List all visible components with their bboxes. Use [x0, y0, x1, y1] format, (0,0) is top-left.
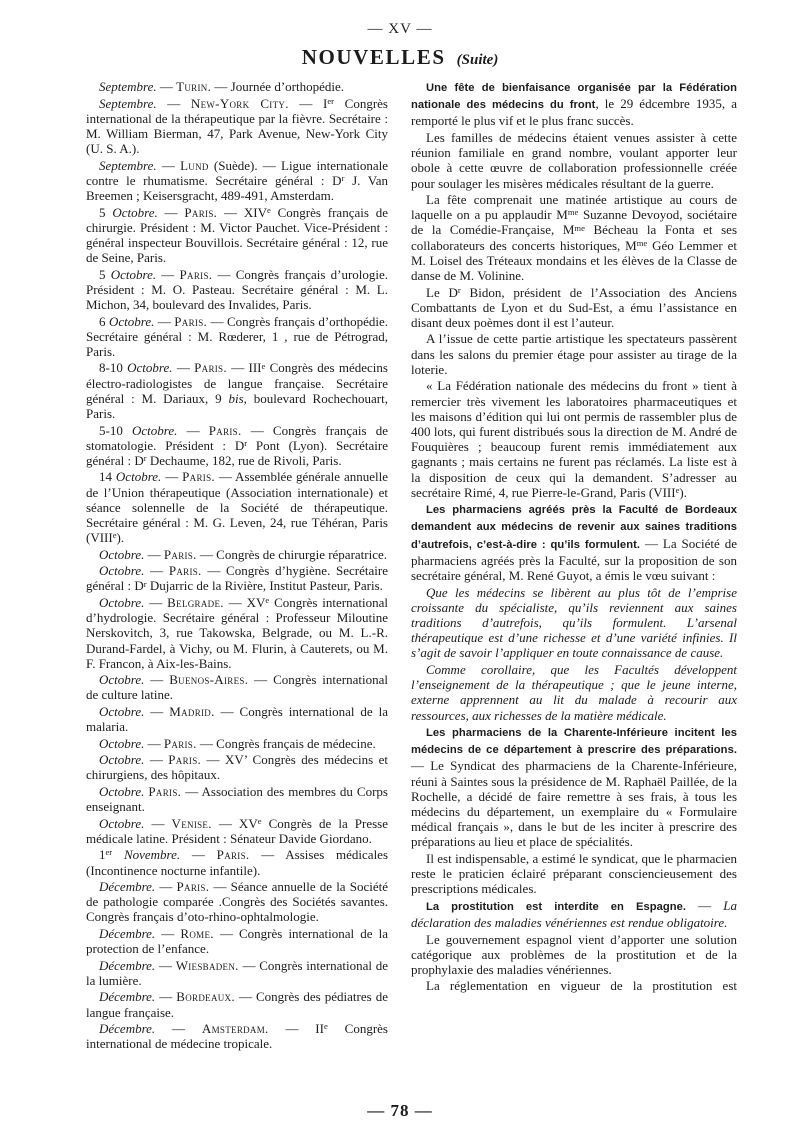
- text-run: —: [161, 469, 183, 485]
- text-run: —: [156, 266, 180, 282]
- italic-text: Octobre.: [110, 266, 157, 282]
- right-column: [411, 79, 737, 995]
- italic-text: Novembre.: [123, 847, 181, 863]
- news-paragraph: [411, 378, 737, 500]
- news-paragraph: [411, 898, 737, 930]
- agenda-entry: [86, 736, 388, 751]
- place-name: Paris.: [163, 735, 197, 751]
- text-run: —: [157, 204, 185, 220]
- agenda-entry: [86, 1021, 388, 1051]
- agenda-entry: [86, 784, 388, 814]
- agenda-entry: [86, 423, 388, 469]
- place-name: Paris.: [179, 266, 213, 282]
- text-run: ).: [679, 484, 687, 500]
- text-run: Congrès international de médecine tropicale.: [86, 1021, 388, 1052]
- text-run: Congrès international de la thérapeutique par la fièvre. Secrétaire : M. William Bierman, 47, Park Avenue, New-York City (U. S. A.).: [86, 95, 388, 157]
- text-run: —: [144, 594, 168, 610]
- text-run: —: [686, 897, 724, 913]
- text-run: —: [180, 847, 217, 863]
- headline: Les pharmaciens de la Charente-Inférieure incitent les médecins de ce département à prescrire des préparations.: [411, 727, 737, 757]
- place-name: Paris.: [168, 563, 202, 579]
- text-run: — XIV: [217, 204, 267, 220]
- agenda-entry: [86, 314, 388, 360]
- text-run: — Le Syndicat des pharmaciens de la Charente-Inférieure, réuni à Saintes sous la présidence de M. Raphaël Paillée, de la Rochelle, a décidé de faire remettre à ses frais, à tous les médecins du département, un exemplaire du « Formulaire médical français », dans le but de les inciter à prescrire des préparations au lieu et place de spécialités.: [411, 758, 737, 850]
- italic-text: Octobre.: [99, 672, 145, 688]
- italic-text: Décembre.: [99, 879, 156, 894]
- text-run: —: [155, 925, 181, 941]
- agenda-entry: [86, 469, 388, 545]
- superscript: e: [675, 484, 680, 495]
- agenda-entry: [86, 205, 388, 266]
- text-run: — XV: [211, 815, 258, 831]
- text-run: — Congrès international de la lumière.: [86, 957, 388, 988]
- text-run: Géo Lemmer et M. Loisel des Tréteaux mondains et les élèves de la Classe de danse de M. Volinine.: [411, 237, 737, 284]
- text-run: — Congrès français d’orthopédie. Secrétaire général : M. Rœderer, 1 , rue de Pétrograd, Paris.: [86, 313, 389, 359]
- text-run: « La Fédération nationale des médecins du front » tient à remercier très vivement les laboratoires pharmaceutiques et les maisons d’édition qui lui ont permis de rassembler plus de 400 lots, qui furent distribués sous la direction de M. André de Fouquières ; beaucoup furent remis immédiatement aux gagnants ; mais certains ne furent pas réclamés. La liste est à la disposition de ceux qui la demandent. S’adresser au secrétaire Rimé, 4, rue Pierre-le-Grand, Paris (VIII: [411, 378, 737, 500]
- place-name: Venise.: [171, 815, 212, 831]
- text-run: —: [156, 79, 177, 94]
- italic-text: Octobre.: [127, 360, 173, 376]
- news-paragraph: [411, 978, 737, 993]
- text-run: (Suède). — Ligue internationale contre le rhumatisme. Secrétaire général : D: [86, 157, 388, 188]
- news-paragraph: [411, 285, 737, 331]
- place-name: Belgrade.: [167, 594, 224, 610]
- place-name: Paris.: [182, 469, 215, 485]
- text-run: —: [144, 752, 169, 768]
- section-page-numeral: — XV —: [367, 21, 433, 37]
- agenda-entry: [86, 96, 388, 157]
- text-run: — La Société de pharmaciens agréés près la Faculté, sur la proposition de son secrétaire général, M. René Guyot, a émis le vœu suivant :: [411, 535, 737, 584]
- text-run: 14: [99, 469, 116, 485]
- place-name: Paris.: [174, 313, 208, 329]
- italic-text: Décembre.: [99, 989, 156, 1005]
- text-run: , boulevard Rochechouart, Paris.: [86, 390, 388, 422]
- place-name: Wiesbaden.: [175, 957, 239, 973]
- agenda-entry: [86, 847, 388, 877]
- text-run: —: [177, 422, 209, 438]
- italic-text: Comme corollaire, que les Facultés développent l’enseignement de la thérapeutique ; que le jeune interne, externe apprennent au lit du malade à recourir aux ressources, aux richesses de la matière médicale.: [411, 661, 737, 723]
- italic-text: Octobre.: [108, 313, 155, 329]
- text-run: —: [144, 815, 172, 831]
- text-run: Le gouvernement espagnol vient d’apporter une solution catégorique aux problèmes de la prostitution et de la prophylaxie des maladies vénériennes.: [411, 931, 737, 977]
- text-run: — Association des membres du Corps enseignant.: [86, 783, 388, 815]
- superscript: e: [261, 360, 266, 371]
- news-paragraph: [411, 79, 737, 129]
- news-paragraph: [411, 585, 737, 661]
- italic-text: bis: [228, 390, 244, 406]
- text-run: [112, 847, 124, 862]
- superscript: e: [112, 530, 117, 541]
- text-run: —: [144, 735, 164, 751]
- text-run: Bécheau la Fonta et ses collaborateurs des concerts historiques, M: [411, 222, 738, 253]
- place-name: Paris.: [176, 879, 210, 894]
- place-name: New-York City.: [190, 95, 289, 111]
- headline: La prostitution est interdite en Espagne.: [426, 900, 687, 913]
- news-paragraph: [411, 501, 737, 583]
- text-run: — XV: [223, 594, 266, 610]
- text-run: —: [144, 563, 169, 579]
- agenda-entry: [86, 79, 388, 94]
- text-run: 1: [99, 847, 106, 863]
- text-run: Suzanne Devoyod, sociétaire de la Comédie-Française, M: [411, 207, 737, 238]
- text-run: Congrès international d’hydrologie. Secrétaire général : Professeur Miloutine Nerskovitch, 3, rue Takowska, Belgrade, ou M. L.-R. Durand-Fardel, à Vichy, ou M. Flurin, à Cauterets, ou M. F. Francon, à Aix-les-Bains.: [86, 594, 389, 671]
- text-run: — Congrès international de la protection de l’enfance.: [86, 925, 388, 957]
- agenda-entry: [86, 704, 388, 734]
- place-name: Turin.: [176, 79, 212, 94]
- italic-text: Décembre.: [99, 1021, 156, 1037]
- text-run: Congrès de la Presse médicale latine. Président : Sénateur Davide Giordano.: [86, 815, 389, 846]
- italic-text: Décembre.: [99, 957, 156, 973]
- place-name: Paris.: [194, 360, 227, 376]
- italic-text: Octobre.: [99, 546, 145, 562]
- italic-text: Octobre.: [99, 752, 145, 768]
- text-run: —: [155, 957, 176, 973]
- place-name: Paris.: [208, 422, 242, 438]
- agenda-entry: [86, 563, 388, 593]
- italic-text: Octobre.: [99, 594, 145, 610]
- text-run: — Congrès français d’urologie. Président : M. O. Pasteau. Secrétaire général : M. L. Michon, 34, boulevard des Invalides, Paris.: [86, 266, 389, 313]
- text-run: —: [156, 157, 181, 173]
- headline: Une fête de bienfaisance organisée par la Fédération nationale des médecins du front: [411, 82, 737, 112]
- text-run: J. Van Breemen ; Keisersgracht, 489-491, Amsterdam.: [86, 172, 388, 204]
- news-paragraph: [411, 932, 737, 978]
- text-run: La fête comprenait une matinée artistique au cours de laquelle on a pu applaudir M: [411, 192, 737, 223]
- section-title-text: NOUVELLES: [301, 45, 446, 69]
- italic-text: Septembre.: [99, 79, 157, 94]
- text-run: Pont (Lyon). Secrétaire général : D: [86, 437, 388, 468]
- superscript: e: [323, 1021, 328, 1032]
- place-name: Buenos-Aires.: [169, 672, 249, 688]
- text-run: 8-10: [99, 360, 128, 376]
- text-run: — Séance annuelle de la Société de pathologie comparée .Congrès des Sociétés savantes. Congrès français d’oto-rhino-ophtalmologie.: [86, 879, 388, 925]
- agenda-entry: [86, 158, 388, 204]
- superscript: me: [567, 207, 579, 218]
- text-run: — Congrès international de la malaria.: [86, 703, 389, 735]
- text-run: A l’issue de cette partie artistique les spectateurs passèrent dans les salons du premier étage pour assister au tirage de la loterie.: [411, 331, 737, 377]
- italic-text: Octobre.: [99, 703, 145, 719]
- text-run: Il est indispensable, a estimé le syndicat, que le pharmacien reste le praticien éclairé préparant consciencieusement des prescriptions médicales.: [411, 850, 737, 897]
- news-paragraph: [411, 331, 737, 377]
- agenda-entry: [86, 752, 388, 782]
- agenda-entry: [86, 672, 388, 702]
- italic-text: Septembre.: [99, 157, 157, 173]
- text-run: , le 29 édcembre 1935, a remporté le plus vif et le plus franc succès.: [411, 96, 737, 129]
- superscript: e: [266, 204, 271, 215]
- agenda-entry: [86, 816, 388, 846]
- text-run: —: [156, 95, 191, 111]
- superscript: r: [143, 578, 147, 589]
- text-run: —: [172, 360, 195, 376]
- agenda-entry: [86, 958, 388, 988]
- text-run: —: [155, 879, 177, 894]
- place-name: Lund: [180, 157, 209, 173]
- italic-text: Octobre.: [99, 815, 145, 831]
- text-run: — Congrès des pédiatres de langue française.: [86, 989, 388, 1020]
- text-run: —: [144, 703, 170, 719]
- headline: Les pharmaciens agréés près la Faculté de Bordeaux demandent aux médecins de revenir aux saines traditions d’autrefois, c’est-à-dire : qu’ils formulent.: [411, 504, 737, 551]
- text-run: 6: [99, 313, 109, 329]
- italic-text: Octobre.: [99, 563, 145, 579]
- place-name: Madrid.: [169, 703, 215, 719]
- text-run: — Assemblée générale annuelle de l’Union thérapeutique (Association internationale) et séance solennelle de la Société de thérapeutique. Secrétaire général : M. G. Leven, 24, rue Téhéran, Paris (VIII: [86, 469, 388, 546]
- place-name: Paris.: [163, 546, 197, 562]
- text-run: Dujarric de la Rivière, Institut Pasteur, Paris.: [146, 578, 383, 594]
- italic-text: Octobre.: [112, 204, 158, 220]
- text-run: 5-10: [99, 422, 133, 438]
- text-run: 5: [99, 266, 111, 282]
- place-name: Paris.: [216, 847, 250, 863]
- text-run: — Congrès international de culture latine.: [86, 672, 389, 703]
- italic-text: La déclaration des maladies vénériennes est rendue obligatoire.: [411, 897, 737, 931]
- superscript: me: [574, 222, 585, 233]
- news-paragraph: [411, 851, 737, 897]
- text-run: 5: [99, 204, 113, 220]
- text-run: — Assises médicales (Incontinence nocturne infantile).: [86, 847, 389, 878]
- left-column: [86, 79, 388, 1053]
- place-name: Bordeaux.: [176, 989, 235, 1005]
- text-run: — II: [268, 1021, 324, 1037]
- italic-text: Décembre.: [99, 925, 156, 941]
- text-run: Bidon, président de l’Association des Anciens Combattants de Lyon et du Sud-Est, a ému l’assistance en disant deux poèmes dont il est l’auteur.: [411, 284, 737, 330]
- text-run: —: [144, 672, 170, 688]
- superscript: r: [457, 284, 461, 295]
- text-run: La réglementation en vigueur de la prostitution est: [426, 978, 737, 994]
- place-name: Rome.: [180, 925, 214, 941]
- agenda-entry: [86, 267, 388, 313]
- text-run: — I: [288, 95, 328, 111]
- page-number: — 78 —: [367, 1101, 433, 1120]
- text-run: — Journée d’orthopédie.: [211, 79, 344, 94]
- superscript: me: [636, 237, 648, 248]
- place-name: Paris.: [184, 204, 218, 220]
- text-run: — XV’ Congrès des médecins et chirurgiens, des hôpitaux.: [86, 752, 388, 783]
- text-run: —: [144, 546, 164, 562]
- italic-text: Septembre.: [99, 95, 157, 111]
- superscript: e: [265, 595, 270, 606]
- text-run: —: [154, 313, 175, 329]
- text-run: — Congrès français de médecine.: [196, 735, 376, 751]
- superscript: r: [244, 437, 248, 448]
- text-run: — III: [226, 360, 262, 376]
- superscript: r: [143, 453, 147, 464]
- text-run: Congrès des médecins électro-radiologistes de langue française. Secrétaire général : M. Dariaux, 9: [86, 360, 388, 406]
- place-name: Paris.: [148, 783, 182, 799]
- superscript: er: [105, 847, 113, 858]
- italic-text: Octobre.: [99, 735, 145, 751]
- text-run: — Congrès français de stomatologie. Président : D: [86, 422, 388, 453]
- text-run: Congrès français de chirurgie. Président : M. Victor Pauchet. Vice-Président : général inspecteur Bouvillois. Secrétaire général : 12, rue de Seine, Paris.: [86, 204, 389, 266]
- text-run: —: [155, 1021, 202, 1037]
- section-title: [0, 45, 800, 70]
- news-paragraph: [411, 724, 737, 850]
- italic-text: Que les médecins se libèrent au plus tôt de l’emprise croissante du spécialiste, qu’ils reviennent aux saines traditions d’autrefois, qu’ils formulent. L’arsenal thérapeutique est d’une richesse et d’une variété infinies. Il s’agit de savoir l’appliquer en toute connaissance de cause.: [411, 584, 737, 661]
- superscript: r: [341, 172, 345, 183]
- text-run: — Congrès d’hygiène. Secrétaire général : D: [86, 563, 388, 594]
- news-paragraph: [411, 130, 737, 191]
- italic-text: Octobre.: [115, 469, 162, 485]
- place-name: Paris.: [168, 752, 202, 768]
- text-run: Les familles de médecins étaient venues assister à cette réunion familiale en grand nombre, voulant apporter leur obole à cette œuvre de collaboration professionnelle créée pour soulager les misères médicales résultant de la guerre.: [411, 129, 737, 191]
- agenda-entry: [86, 360, 388, 421]
- italic-text: Octobre.: [132, 422, 178, 438]
- text-run: Le D: [426, 284, 458, 300]
- agenda-entry: [86, 989, 388, 1019]
- news-paragraph: [411, 662, 737, 723]
- text-run: —: [155, 989, 177, 1005]
- agenda-entry: [86, 926, 388, 956]
- news-paragraph: [411, 192, 737, 283]
- agenda-entry: [86, 595, 388, 671]
- section-title-suffix: (Suite): [456, 52, 499, 68]
- agenda-entry: [86, 879, 388, 925]
- place-name: Amsterdam.: [201, 1021, 269, 1037]
- text-run: — Congrès de chirurgie réparatrice.: [196, 546, 388, 562]
- italic-text: Octobre.: [99, 783, 145, 799]
- text-run: Dechaume, 182, rue de Rivoli, Paris.: [146, 452, 342, 468]
- text-run: ).: [116, 530, 125, 546]
- superscript: e: [257, 815, 262, 826]
- agenda-entry: [86, 547, 388, 562]
- superscript: er: [327, 95, 335, 106]
